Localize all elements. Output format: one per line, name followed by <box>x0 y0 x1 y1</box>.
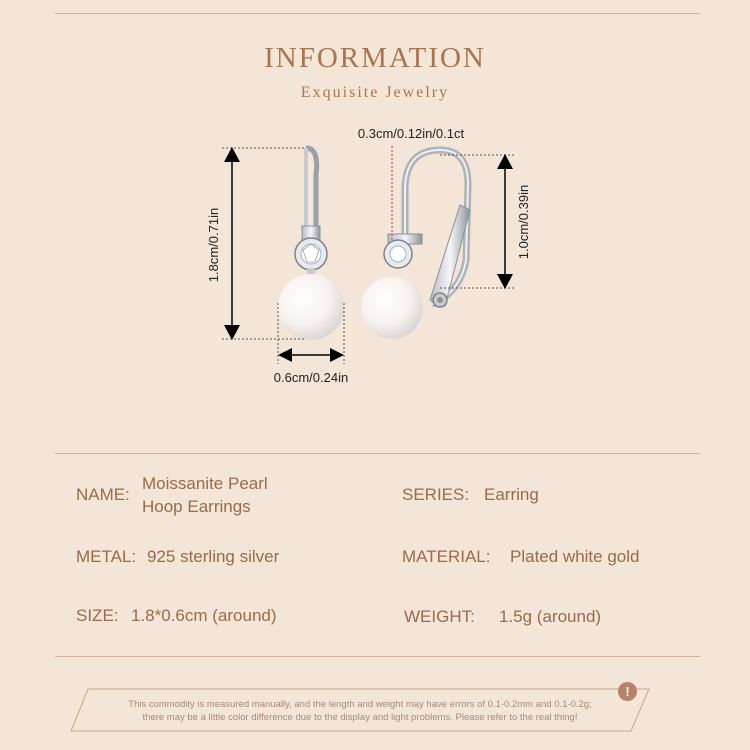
weight-label: WEIGHT: <box>404 607 475 626</box>
height-label: 1.8cm/0.71in <box>206 207 221 283</box>
page-subtitle: Exquisite Jewelry <box>300 84 450 101</box>
material-value: Plated white gold <box>510 547 640 566</box>
measurement-notice <box>70 684 650 732</box>
weight-value: 1.5g (around) <box>499 607 602 626</box>
series-value: Earring <box>484 485 539 504</box>
series-label: SERIES: <box>402 485 470 504</box>
size-value: 1.8*0.6cm (around) <box>131 606 277 625</box>
bottom-divider <box>55 656 700 657</box>
earring-front-view <box>278 148 344 340</box>
page-title: INFORMATION <box>264 42 486 74</box>
name-label: NAME: <box>76 485 130 504</box>
width-label: 0.6cm/0.24in <box>273 370 349 385</box>
spec-series <box>402 484 702 506</box>
stone-label: 0.3cm/0.12in/0.1ct <box>357 126 465 141</box>
spec-metal <box>76 546 376 568</box>
metal-value: 925 sterling silver <box>147 547 280 566</box>
name-value-line2: Hoop Earrings <box>142 497 251 516</box>
size-label: SIZE: <box>76 606 119 625</box>
spec-material <box>402 546 702 568</box>
hoop-label: 1.0cm/0.39in <box>516 184 531 260</box>
spec-name <box>76 473 376 519</box>
exclamation-icon: ! <box>618 682 637 701</box>
notice-line-1: This commodity is measured manually, and the length and weight may have errors of 0.1-0.2mm and 0.1-0.2g; <box>128 699 592 710</box>
middle-divider <box>55 453 700 454</box>
notice-text <box>70 698 650 724</box>
spec-weight <box>404 606 704 628</box>
earring-side-view <box>361 150 470 339</box>
metal-label: METAL: <box>76 547 137 566</box>
notice-line-2: there may be a little color difference due to the display and light problems. Please refer to the real thing! <box>142 712 578 723</box>
name-value-line1: Moissanite Pearl <box>142 474 268 493</box>
spec-size <box>76 605 376 627</box>
material-label: MATERIAL: <box>402 547 491 566</box>
